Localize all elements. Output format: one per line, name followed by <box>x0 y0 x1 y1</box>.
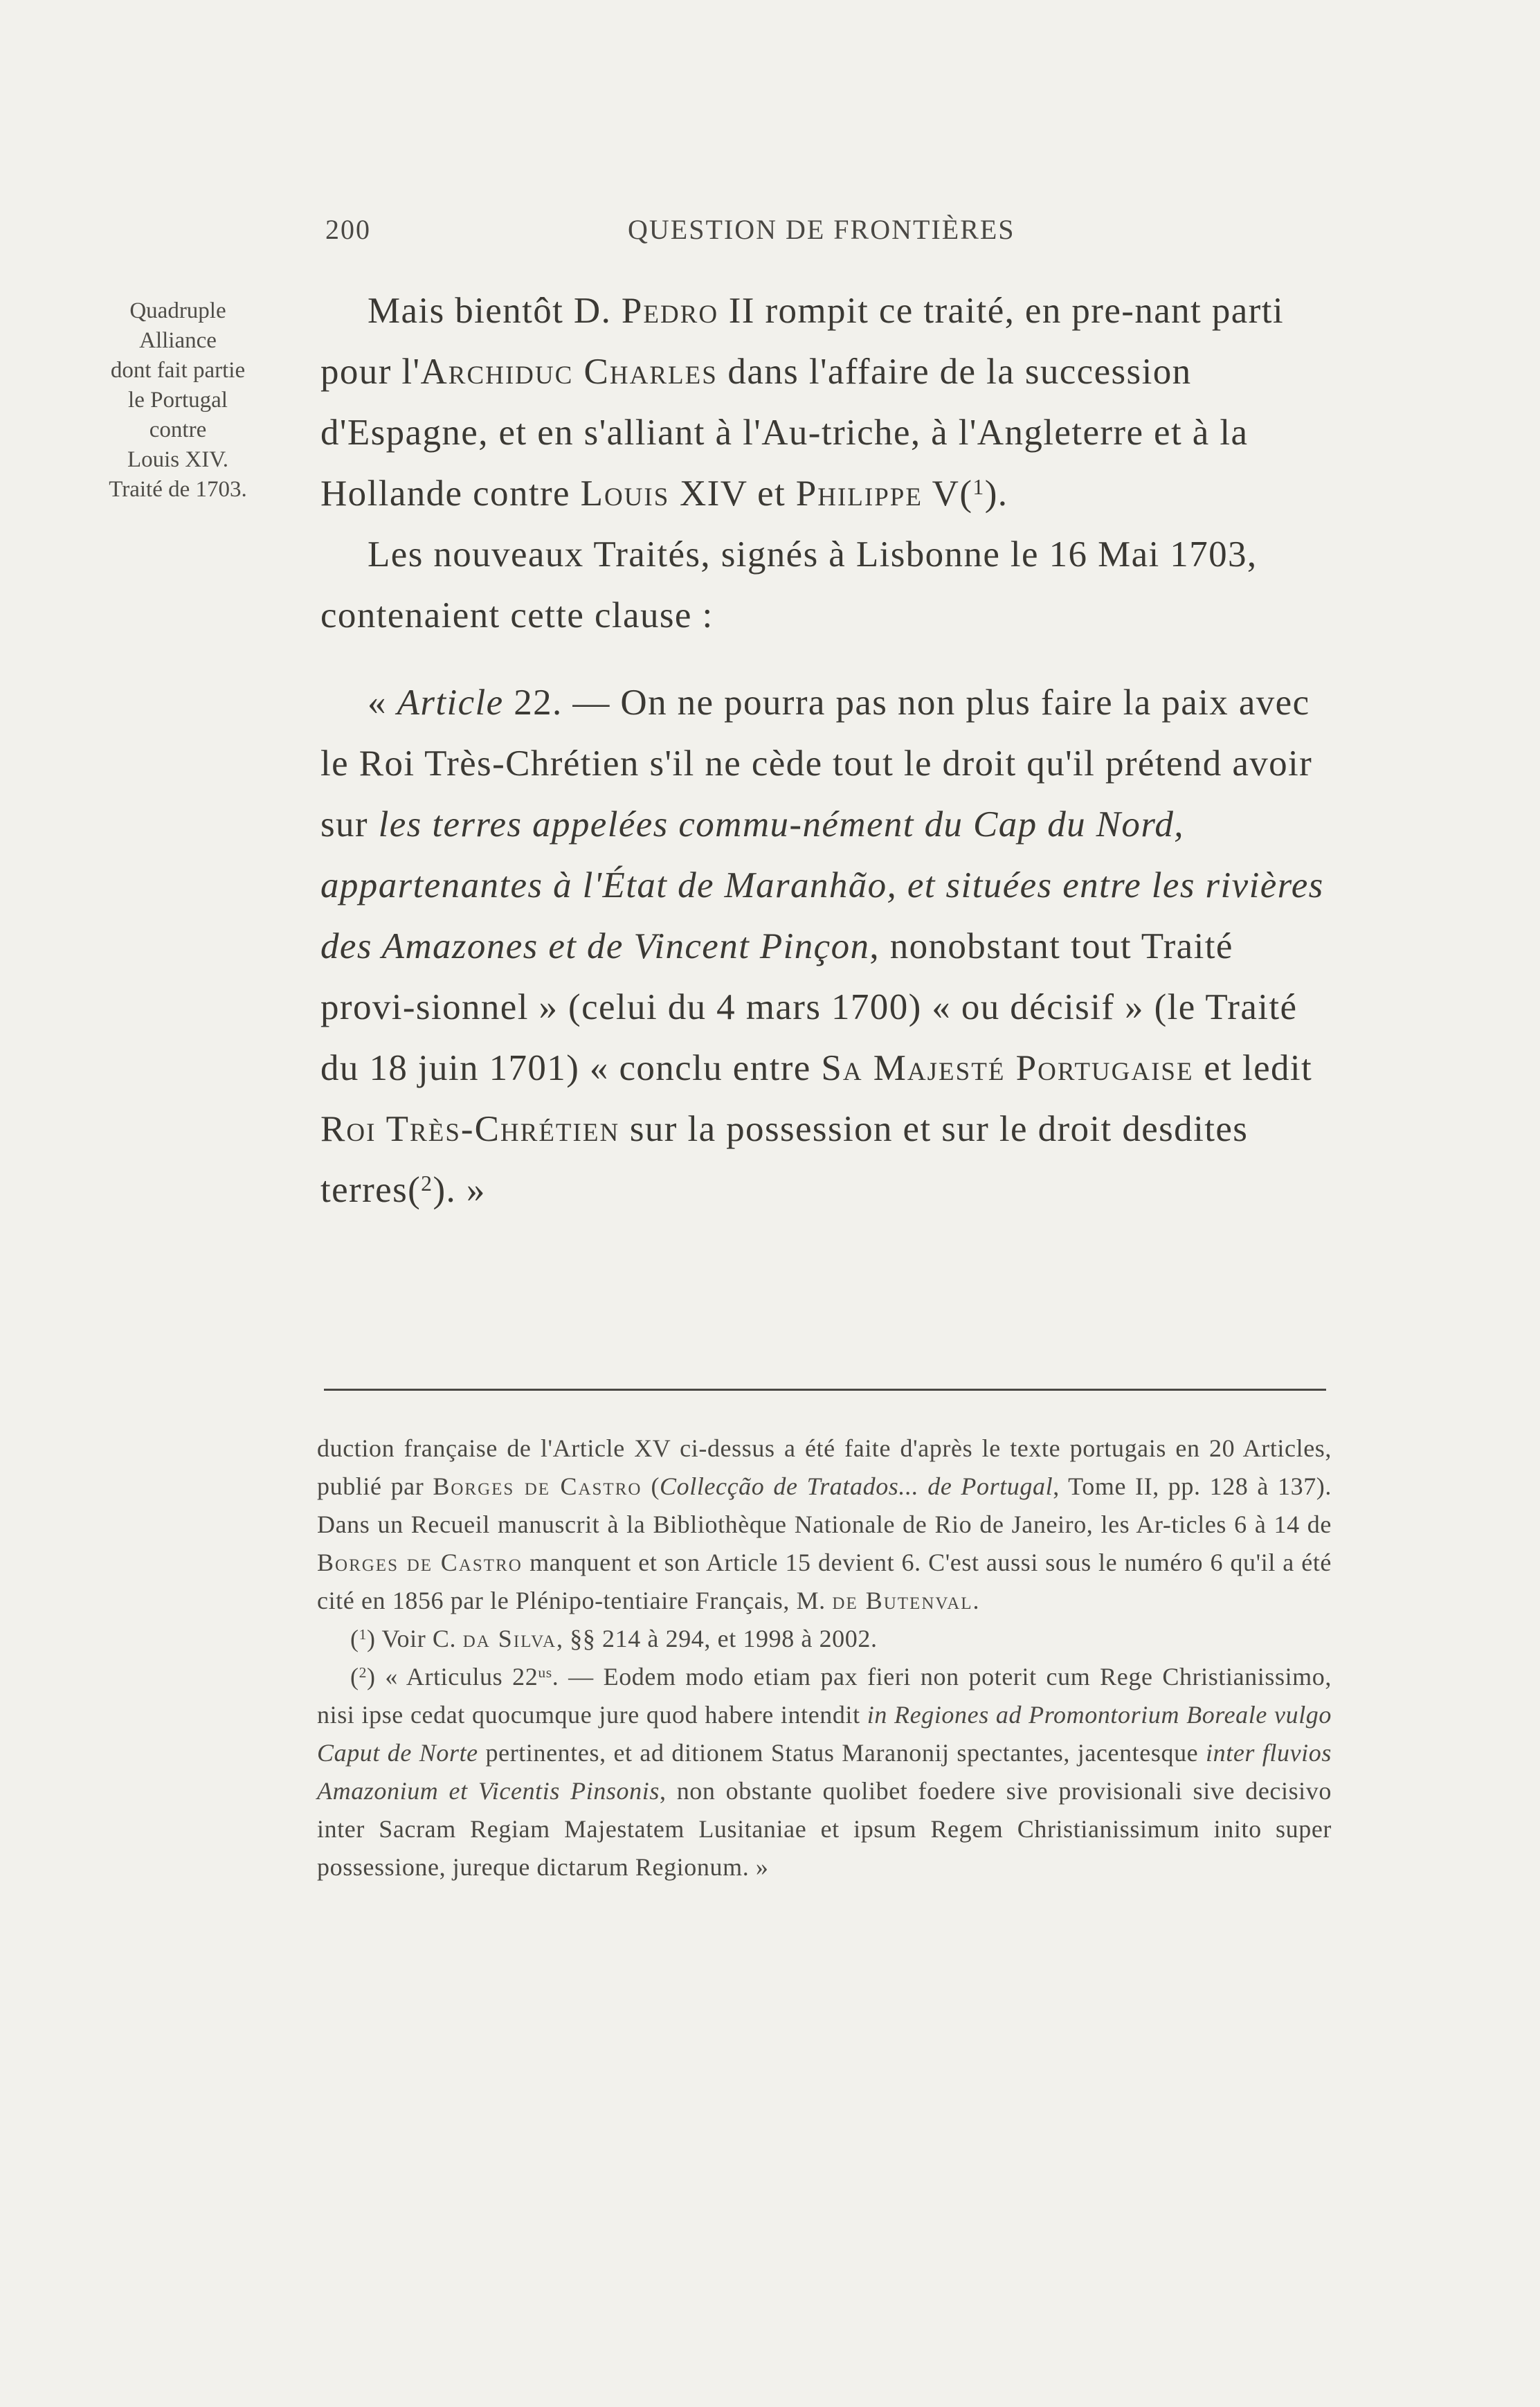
text-run: Collecção de Tratados... de Portugal <box>660 1472 1053 1500</box>
text-run: Sa Majesté Portugaise <box>821 1048 1194 1088</box>
text-run: pertinentes, et ad ditionem Status Maranonij spectantes, jacentesque <box>478 1739 1206 1767</box>
text-run: « <box>368 683 397 723</box>
text-run: et ledit <box>1193 1048 1313 1088</box>
text-run: Article <box>397 683 504 723</box>
margin-note-line: Alliance <box>139 328 217 353</box>
text-run: XIV et <box>669 474 796 514</box>
text-run: . — Eodem modo etiam pax fieri non poterit cum Rege Christianissimo, nisi ipse cedat quocumque jure quod habere intendit <box>317 1663 1332 1729</box>
footnote-number: 1 <box>359 1626 367 1643</box>
margin-note-line: Traité de 1703. <box>109 477 247 502</box>
footnote-marker: 2 <box>421 1171 433 1196</box>
footnote-marker: 1 <box>972 475 985 500</box>
text-run: Roi Très-Chrétien <box>320 1109 620 1149</box>
superscript: us <box>538 1664 552 1682</box>
text-run: ( <box>350 1663 359 1691</box>
text-run: inter fluvios Amazonium et Vicentis Pinsonis <box>317 1739 1332 1805</box>
text-run: in Regiones ad Promontorium Boreale vulgo Caput de Norte <box>317 1701 1332 1767</box>
margin-note-line: le Portugal <box>128 388 228 413</box>
text-run: . <box>972 1587 980 1614</box>
text-run: Borges de Castro <box>317 1549 523 1576</box>
margin-note <box>78 296 278 505</box>
footnote-divider <box>324 1389 1326 1391</box>
text-run: , non obstante quolibet foedere sive provisionali sive decisivo inter Sacram Regiam Majestatem Lusitaniae et ipsum Regem Christianissimum inito super possessione, jureque dictarum Regionum. » <box>317 1777 1332 1881</box>
text-run: ). » <box>433 1170 486 1210</box>
text-run: duction française de l'Article XV ci-dessus a été faite d'après le texte portugais en 20 Articles, publié par <box>317 1434 1332 1500</box>
text-run: dans l'affaire de la succession d'Espagne, et en s'alliant à l'Au-triche, à l'Angleterre et à la Hollande contre <box>320 352 1249 514</box>
text-run: Mais bientôt D. <box>368 291 622 331</box>
text-run: Philippe <box>795 474 923 514</box>
footnote-continuation <box>317 1430 1332 1620</box>
text-run: de Butenval <box>832 1587 973 1614</box>
paragraph: Les nouveaux Traités, signés à Lisbonne le 16 Mai 1703, contenaient cette clause : <box>320 534 1258 635</box>
text-run: sur la possession et sur le droit desdites terres( <box>320 1109 1249 1210</box>
text-run: ( <box>642 1472 660 1500</box>
margin-note-line: contre <box>149 417 207 442</box>
text-run: 22. — On ne pourra pas non plus faire la paix avec le Roi Très-Chrétien s'il ne cède tout le droit qu'il prétend avoir sur <box>320 683 1313 845</box>
paragraph <box>320 280 1331 524</box>
footnote-2 <box>317 1658 1332 1886</box>
running-title: QUESTION DE FRONTIÈRES <box>628 214 1015 245</box>
text-run: ( <box>350 1625 359 1652</box>
text-run: ) Voir C. <box>367 1625 463 1652</box>
text-run: les terres appelées commu-nément du Cap du Nord, appartenantes à l'État de Maranhão, et situées entre les rivières des Amazones et de Vincent Pinçon <box>320 804 1324 966</box>
margin-note-line: Louis XIV. <box>127 447 229 472</box>
quote-paragraph <box>320 672 1331 1220</box>
page-header <box>325 213 1024 248</box>
text-run: Archiduc Charles <box>420 352 718 392</box>
margin-note-line: Quadruple <box>129 298 226 323</box>
text-run: ). <box>984 474 1008 514</box>
text-run: II rompit ce traité, en pre-nant parti pour l' <box>320 291 1284 392</box>
text-run: , §§ 214 à 294, et 1998 à 2002. <box>556 1625 878 1652</box>
text-run: manquent et son Article 15 devient 6. C'est aussi sous le numéro 6 qu'il a été cité en 1856 par le Plénipo-tentiaire Français, M. <box>317 1549 1332 1614</box>
text-run: V( <box>922 474 973 514</box>
text-run: Borges de Castro <box>433 1472 642 1500</box>
footnotes <box>317 1430 1332 1886</box>
text-run: Louis <box>580 474 670 514</box>
main-text <box>320 280 1331 1220</box>
margin-note-line: dont fait partie <box>110 358 246 383</box>
footnote-1 <box>317 1620 1332 1658</box>
footnote-number: 2 <box>359 1664 367 1682</box>
text-run: Pedro <box>621 291 719 331</box>
text-run: ) « Articulus 22 <box>367 1663 538 1691</box>
text-run: , nonobstant tout Traité provi-sionnel » (celui du 4 mars 1700) « ou décisif » (le Traité du 18 juin 1701) « conclu entre <box>320 926 1298 1088</box>
text-run: , Tome II, pp. 128 à 137). Dans un Recueil manuscrit à la Bibliothèque Nationale de Rio de Janeiro, les Ar-ticles 6 à 14 de <box>317 1472 1332 1538</box>
page-number: 200 <box>325 214 371 245</box>
text-run: da Silva <box>462 1625 557 1652</box>
